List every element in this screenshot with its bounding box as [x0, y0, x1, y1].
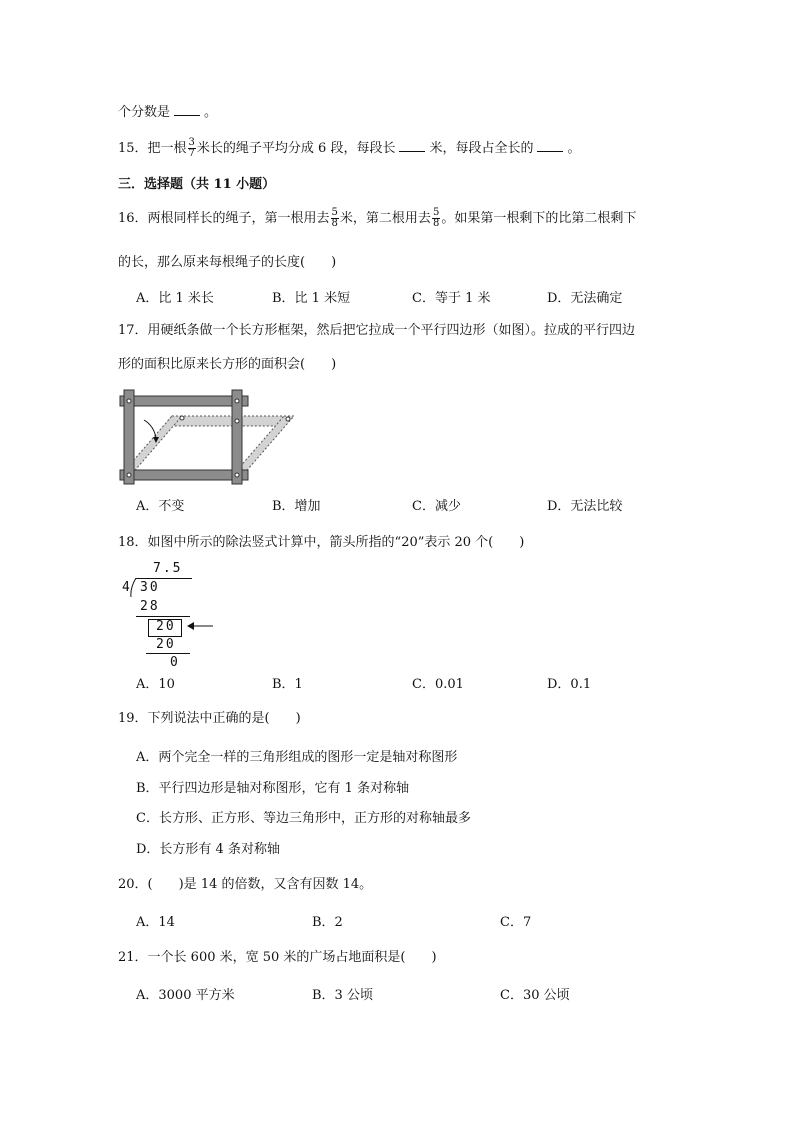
- q18-option-c[interactable]: C．0.01: [412, 677, 464, 692]
- q20-option-c[interactable]: C．7: [500, 915, 532, 930]
- q18-option-d[interactable]: D．0.1: [547, 677, 592, 692]
- division-row-28: 28: [140, 599, 160, 614]
- answer-blank[interactable]: [399, 140, 425, 152]
- division-dividend: 30: [140, 580, 160, 595]
- division-bracket: [130, 578, 138, 598]
- q20-option-b[interactable]: B．2: [312, 915, 343, 930]
- question-20-line1: 20．( )是 14 的倍数，又含有因数 14。: [118, 877, 373, 892]
- q19-option-d[interactable]: D．长方形有 4 条对称轴: [136, 842, 280, 857]
- q14-tail: 个分数是 。: [118, 105, 218, 120]
- q17-option-d[interactable]: D．无法比较: [547, 499, 623, 514]
- q16-option-c[interactable]: C．等于 1 米: [412, 291, 491, 306]
- q19-option-c[interactable]: C．长方形、正方形、等边三角形中，正方形的对称轴最多: [136, 811, 471, 826]
- q21-option-b[interactable]: B．3 公顷: [312, 988, 373, 1003]
- q17-option-b[interactable]: B．增加: [272, 499, 321, 514]
- section-3-header: 三．选择题（共 11 小题）: [118, 177, 276, 192]
- pointer-arrow-icon: [186, 619, 214, 633]
- q16-option-a[interactable]: A．比 1 米长: [136, 291, 214, 306]
- q21-option-a[interactable]: A．3000 平方米: [136, 988, 235, 1003]
- q16-option-b[interactable]: B．比 1 米短: [272, 291, 351, 306]
- q17-option-c[interactable]: C．减少: [412, 499, 461, 514]
- division-quotient: 7.5: [153, 561, 183, 576]
- question-19-line1: 19．下列说法中正确的是( ): [118, 711, 301, 726]
- q19-option-b[interactable]: B．平行四边形是轴对称图形，它有 1 条对称轴: [136, 781, 410, 796]
- answer-blank[interactable]: [537, 140, 563, 152]
- question-17-line2: 形的面积比原来长方形的面积会( ): [118, 357, 337, 372]
- q20-option-a[interactable]: A．14: [136, 915, 175, 930]
- answer-blank[interactable]: [174, 104, 200, 116]
- q19-option-a[interactable]: A．两个完全一样的三角形组成的图形一定是轴对称图形: [136, 750, 458, 765]
- question-16-line2: 的长，那么原来每根绳子的长度( ): [118, 255, 337, 270]
- division-remainder: 0: [170, 655, 180, 670]
- q16-option-d[interactable]: D．无法确定: [547, 291, 623, 306]
- question-16-line1: 16．两根同样长的绳子，第一根用去 $\frac{5}{8}$ 米，第二根用去 $\frac{5}{8}$ 。如果第一根剩下的比第二根剩下: [118, 207, 637, 229]
- division-divisor: 4: [122, 580, 132, 595]
- question-15: 15．把一根 $\frac{3}{7}$ 米长的绳子平均分成 6 段，每段长 米，每段占全长的 。: [118, 137, 581, 159]
- frame-diagram: [116, 386, 302, 488]
- question-17-line1: 17．用硬纸条做一个长方形框架，然后把它拉成一个平行四边形（如图）。拉成的平行四边: [118, 323, 636, 338]
- question-21-line1: 21．一个长 600 米，宽 50 米的广场占地面积是( ): [118, 950, 437, 965]
- division-row-20-boxed: 20: [156, 619, 176, 634]
- fraction-5-8: $\frac{5}{8}$: [331, 207, 338, 229]
- division-row-20: 20: [156, 637, 176, 652]
- q17-option-a[interactable]: A．不变: [136, 499, 185, 514]
- q18-option-b[interactable]: B．1: [272, 677, 303, 692]
- q21-option-c[interactable]: C．30 公顷: [500, 988, 570, 1003]
- q18-option-a[interactable]: A．10: [136, 677, 175, 692]
- fraction-5-8: $\frac{5}{8}$: [432, 207, 440, 229]
- fraction-3-7: $\frac{3}{7}$: [188, 137, 195, 159]
- question-18-line1: 18．如图中所示的除法竖式计算中，箭头所指的“20”表示 20 个( ): [118, 535, 525, 550]
